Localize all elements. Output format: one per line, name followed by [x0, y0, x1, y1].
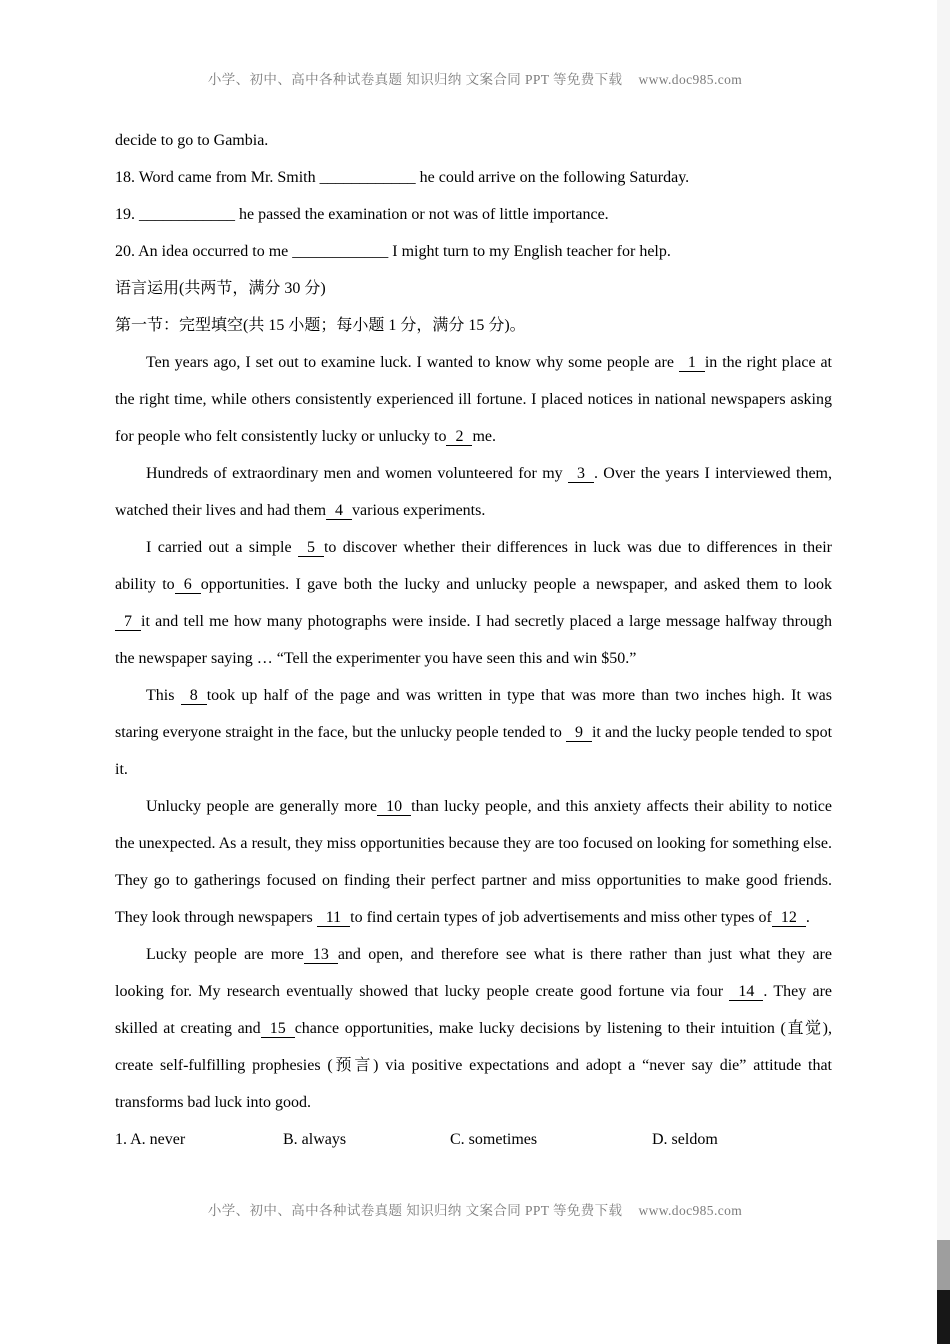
- text-run: to discover whether their differences in luck was due to differences in their ability to: [115, 539, 832, 593]
- cloze-blank-7: 7: [115, 613, 141, 631]
- text-run: 语言运用(共两节，满分 30 分): [115, 280, 326, 297]
- text-run: Unlucky people are generally more: [146, 798, 378, 815]
- cloze-paragraph-2: [115, 455, 832, 529]
- text-run: to find certain types of job advertisements and miss other types of: [350, 909, 772, 926]
- text-run: Ten years ago, I set out to examine luck. I wanted to know why some people are: [146, 354, 679, 371]
- cloze-blank-12: 12: [772, 909, 806, 927]
- text-run: opportunities. I gave both the lucky and unlucky people a newspaper, and asked them to look: [200, 576, 833, 593]
- text-run: me.: [472, 428, 497, 445]
- cloze-blank-5: 5: [298, 539, 324, 557]
- text-run: . They are skilled at creating and: [115, 983, 832, 1037]
- text-run: Hundreds of extraordinary men and women volunteered for my: [146, 465, 568, 482]
- text-run: it and tell me how many photographs were inside. I had secretly placed a large message halfway through the newspaper saying … “Tell the experimenter you have seen this and win $50.”: [115, 613, 832, 667]
- scrollbar-corner: [937, 1290, 950, 1344]
- text-run: I carried out a simple: [146, 539, 298, 556]
- cloze-paragraph-4: [115, 677, 832, 788]
- text-run: than lucky people, and this anxiety affects their ability to notice the unexpected. As a result, they miss opportunities because they are too focused on looking for something else. They go to gatherings focused on finding their perfect partner and miss opportunities to make good friends. They look through newspapers: [115, 798, 833, 926]
- option-item: C. sometimes: [450, 1131, 538, 1148]
- cloze-paragraph-3: [115, 529, 832, 677]
- text-run: 20. An idea occurred to me ____________ I might turn to my English teacher for help.: [115, 243, 671, 260]
- cloze-blank-14: 14: [729, 983, 763, 1001]
- cloze-blank-8: 8: [181, 687, 207, 705]
- text-run: .: [805, 909, 810, 926]
- cloze-blank-6: 6: [175, 576, 201, 594]
- cloze-blank-4: 4: [326, 502, 352, 520]
- line-continuation: [115, 122, 832, 159]
- footer-watermark-text: 小学、初中、高中各种试卷真题 知识归纳 文案合同 PPT 等免费下载: [207, 1203, 623, 1218]
- text-run: various experiments.: [352, 502, 486, 519]
- document-body: [115, 122, 832, 1158]
- cloze-blank-11: 11: [317, 909, 350, 927]
- header-watermark: [0, 68, 950, 88]
- text-run: took up half of the page and was written in type that was more than two inches high. It was staring everyone straight in the face, but the unlucky people tended to: [115, 687, 833, 741]
- header-watermark-url[interactable]: www.doc985.com: [638, 72, 743, 87]
- question-20: [115, 233, 832, 270]
- text-run: Lucky people are more: [146, 946, 304, 963]
- text-run: it and the lucky people tended to spot it.: [115, 724, 833, 778]
- question-1-options: [115, 1121, 832, 1158]
- footer-watermark-url[interactable]: www.doc985.com: [638, 1203, 743, 1218]
- text-run: This: [146, 687, 181, 704]
- text-run: 第一节：完型填空(共 15 小题；每小题 1 分，满分 15 分)。: [115, 317, 526, 334]
- option-item: B. always: [283, 1131, 347, 1148]
- footer-watermark: [0, 1199, 950, 1219]
- question-18: [115, 159, 832, 196]
- question-19: [115, 196, 832, 233]
- cloze-paragraph-5: [115, 788, 832, 936]
- section-subtitle: [115, 307, 832, 344]
- scrollbar-thumb[interactable]: [937, 1240, 950, 1290]
- cloze-blank-3: 3: [568, 465, 594, 483]
- section-title: [115, 270, 832, 307]
- cloze-blank-1: 1: [679, 354, 705, 372]
- option-item: 1. A. never: [115, 1131, 186, 1148]
- cloze-paragraph-6: [115, 936, 832, 1121]
- cloze-blank-13: 13: [304, 946, 338, 964]
- option-item: D. seldom: [652, 1131, 718, 1148]
- cloze-paragraph-1: [115, 344, 832, 455]
- text-run: 18. Word came from Mr. Smith ____________ he could arrive on the following Saturday.: [115, 169, 690, 186]
- scrollbar-track[interactable]: [937, 0, 950, 1344]
- text-run: 19. ____________ he passed the examination or not was of little importance.: [115, 206, 609, 223]
- text-run: and open, and therefore see what is there rather than just what they are looking for. My research eventually showed that lucky people create good fortune via four: [115, 946, 832, 1000]
- cloze-blank-10: 10: [377, 798, 411, 816]
- text-run: in the right place at the right time, while others consistently experienced ill fortune. I placed notices in national newspapers asking for people who felt consistently lucky or unlucky to: [115, 354, 833, 445]
- cloze-blank-2: 2: [446, 428, 472, 446]
- text-run: . Over the years I interviewed them, watched their lives and had them: [115, 465, 832, 519]
- cloze-blank-15: 15: [261, 1020, 295, 1038]
- text-run: decide to go to Gambia.: [115, 132, 269, 149]
- header-watermark-text: 小学、初中、高中各种试卷真题 知识归纳 文案合同 PPT 等免费下载: [207, 72, 623, 87]
- cloze-blank-9: 9: [566, 724, 592, 742]
- text-run: chance opportunities, make lucky decisions by listening to their intuition (直觉), create self-fulfilling prophesies (预言) via positive expectations and adopt a “never say die” attitude that transforms bad luck into good.: [115, 1020, 832, 1111]
